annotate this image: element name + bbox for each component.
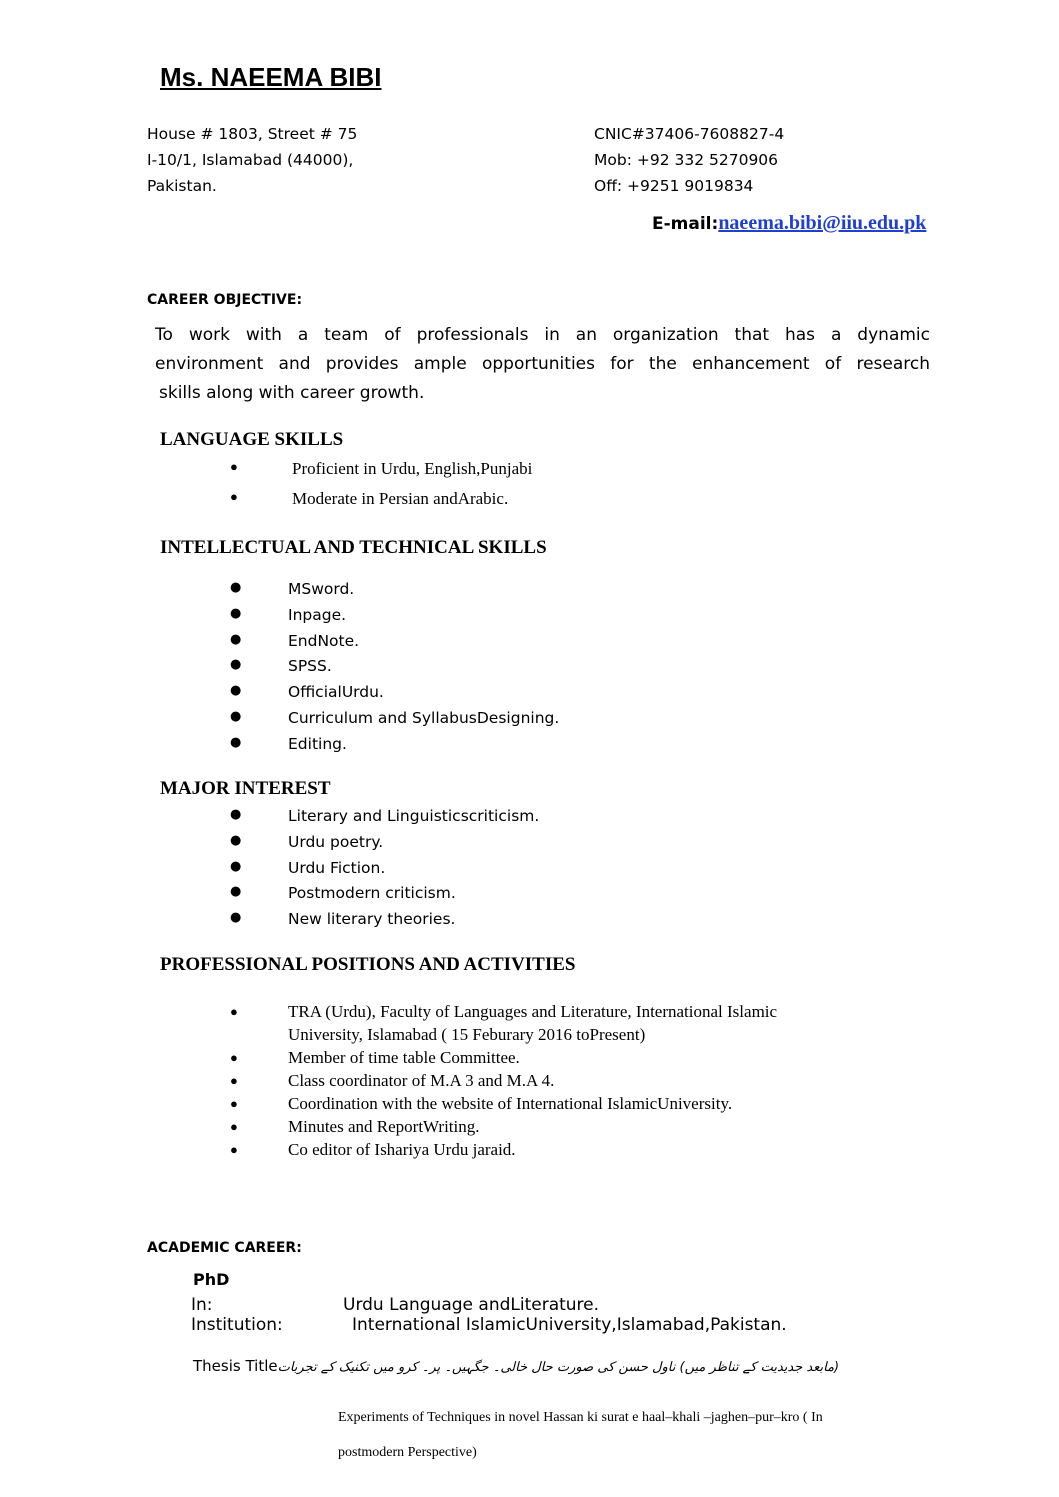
thesis-english-line: Experiments of Techniques in novel Hassan ki surat e haal–khali –jaghen–pur–kro ( In (338, 1410, 823, 1425)
address-line: I-10/1, Islamabad (44000), (147, 151, 354, 169)
language-skills-heading: LANGUAGE SKILLS (160, 429, 344, 450)
bullet-icon: ● (230, 807, 242, 822)
thesis-english-line: postmodern Perspective) (338, 1445, 477, 1460)
list-item: ● Coordination with the website of International IslamicUniversity. (230, 1094, 733, 1113)
list-item: ● Member of time table Committee. (230, 1048, 520, 1067)
language-skills-list (230, 459, 533, 519)
bullet-icon: ● (230, 910, 242, 926)
address-block (147, 121, 357, 199)
list-item: ● OfficialUrdu. (230, 683, 384, 702)
list-item: ● Proficient in Urdu, English,Punjabi (230, 459, 533, 478)
bullet-icon: ● (230, 605, 242, 621)
bullet-icon: ● (230, 734, 242, 750)
bullet-icon: ● (230, 858, 242, 874)
thesis-title-label: Thesis Title (193, 1357, 278, 1375)
list-item: ● Editing. (230, 734, 347, 753)
list-item: ● New literary theories. (230, 910, 456, 929)
list-item: ● Inpage. (230, 605, 347, 624)
bullet-icon: ● (230, 1050, 238, 1065)
list-item: ● Class coordinator of M.A 3 and M.A 4. (230, 1071, 555, 1090)
mobile-text: Mob: +92 332 5270906 (594, 151, 779, 169)
list-item: ● MSword. (230, 580, 355, 598)
professional-heading: PROFESSIONAL POSITIONS AND ACTIVITIES (160, 954, 576, 975)
degree-field-label: In: (191, 1295, 213, 1315)
list-item: ● Literary and Linguisticscriticism. (230, 807, 540, 825)
institution-label: Institution: (191, 1315, 283, 1335)
objective-line: environment and provides ample opportunities for the enhancement of research (155, 354, 930, 374)
objective-line: To work with a team of professionals in an organization that has a dynamic (155, 325, 930, 345)
list-item: ● EndNote. (230, 631, 360, 650)
thesis-title-row (193, 1357, 839, 1375)
objective-line: skills along with career growth. (159, 383, 425, 403)
bullet-icon: ● (230, 580, 242, 595)
professional-list (230, 1000, 778, 1161)
list-item: ● Urdu Fiction. (230, 858, 386, 877)
bullet-icon: ● (230, 631, 242, 647)
list-item: ● Urdu poetry. (230, 832, 384, 851)
list-item: ● Co editor of Ishariya Urdu jaraid. (230, 1140, 516, 1159)
technical-skills-heading: INTELLECTUAL AND TECHNICAL SKILLS (160, 537, 547, 558)
degree-field-value: Urdu Language andLiterature. (343, 1295, 600, 1315)
address-line: House # 1803, Street # 75 (147, 125, 358, 143)
office-phone-text: Off: +9251 9019834 (594, 177, 754, 195)
degree-title: PhD (193, 1270, 230, 1289)
bullet-icon: ● (230, 1004, 238, 1019)
list-item: ● TRA (Urdu), Faculty of Languages and Literature, International Islamic University, Islamabad ( 15 Feburary 2016 toPresent) (230, 1002, 778, 1044)
bullet-icon: ● (230, 1119, 238, 1134)
list-item: ● Moderate in Persian andArabic. (230, 489, 509, 508)
institution-value: International IslamicUniversity,Islamabad,Pakistan. (352, 1315, 787, 1335)
contact-block (594, 121, 784, 199)
academic-career-heading: ACADEMIC CAREER: (147, 1240, 302, 1256)
bullet-icon: ● (230, 1096, 238, 1111)
major-interest-heading: MAJOR INTEREST (160, 778, 331, 799)
technical-skills-list (230, 580, 560, 761)
email-label: E-mail: (652, 214, 719, 234)
career-objective-text (155, 321, 930, 408)
list-item: ● Curriculum and SyllabusDesigning. (230, 708, 560, 727)
email-link[interactable]: naeema.bibi@iiu.edu.pk (718, 212, 927, 234)
candidate-name: Ms. NAEEMA BIBI (160, 62, 382, 92)
list-item: ● Postmodern criticism. (230, 884, 456, 903)
bullet-icon: ● (230, 708, 242, 724)
bullet-icon: ● (230, 884, 242, 900)
list-item: ● SPSS. (230, 657, 332, 676)
bullet-icon: ● (230, 459, 238, 474)
cnic-text: CNIC#37406-7608827-4 (594, 125, 785, 143)
bullet-icon: ● (230, 683, 242, 699)
bullet-icon: ● (230, 1142, 238, 1157)
address-line: Pakistan. (147, 177, 217, 195)
bullet-icon: ● (230, 489, 238, 504)
bullet-icon: ● (230, 1073, 238, 1088)
major-interest-list (230, 807, 540, 936)
bullet-icon: ● (230, 832, 242, 848)
bullet-icon: ● (230, 657, 242, 673)
email-row (652, 212, 926, 235)
thesis-title-urdu: (مابعد جدیدیت کے تناظر میں) ناول حسن کی صورت حال خالی۔ جگہیں۔ پر۔ کرو میں تکنیک کے تجربات (277, 1360, 840, 1375)
list-item: ● Minutes and ReportWriting. (230, 1117, 480, 1136)
career-objective-heading: CAREER OBJECTIVE: (147, 292, 303, 308)
